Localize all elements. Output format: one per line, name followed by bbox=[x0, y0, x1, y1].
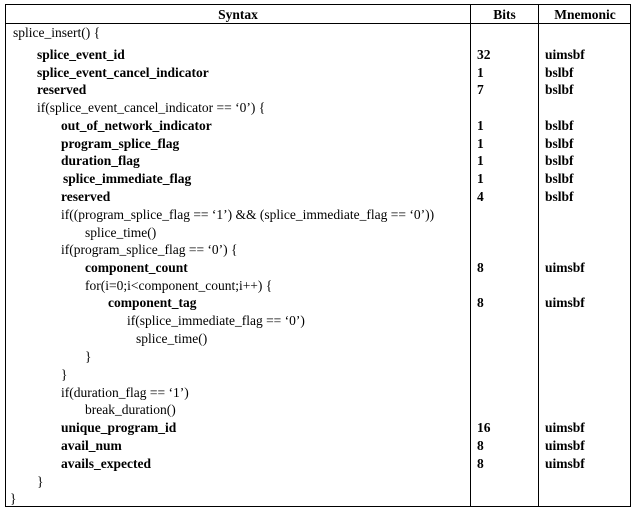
syntax-cell: avail_num bbox=[61, 438, 122, 453]
mnemonic-cell: uimsbf bbox=[545, 47, 585, 62]
bits-cell: 16 bbox=[477, 420, 491, 435]
syntax-cell: unique_program_id bbox=[61, 420, 177, 435]
bits-cell: 32 bbox=[477, 47, 491, 62]
mnemonic-cell: uimsbf bbox=[545, 295, 585, 310]
syntax-cell: } bbox=[85, 349, 92, 364]
syntax-cell: duration_flag bbox=[61, 153, 140, 168]
bits-cell: 4 bbox=[477, 189, 484, 204]
bits-cell: 8 bbox=[477, 295, 484, 310]
table-row bbox=[6, 437, 630, 455]
syntax-cell: splice_insert() { bbox=[13, 25, 101, 40]
table-row bbox=[6, 117, 630, 135]
table-row bbox=[6, 99, 630, 117]
syntax-cell: splice_event_id bbox=[37, 47, 125, 62]
syntax-cell: splice_time() bbox=[85, 225, 157, 240]
mnemonic-cell: bslbf bbox=[545, 189, 574, 204]
mnemonic-cell: uimsbf bbox=[545, 420, 585, 435]
mnemonic-cell: bslbf bbox=[545, 153, 574, 168]
syntax-cell: for(i=0;i<component_count;i++) { bbox=[85, 278, 273, 293]
table-row bbox=[6, 241, 630, 259]
table-row bbox=[6, 24, 630, 42]
mnemonic-cell: uimsbf bbox=[545, 456, 585, 471]
table-row bbox=[6, 330, 630, 348]
mnemonic-cell: bslbf bbox=[545, 82, 574, 97]
table-row bbox=[6, 206, 630, 224]
mnemonic-cell: bslbf bbox=[545, 118, 574, 133]
syntax-cell: } bbox=[37, 474, 44, 489]
table-row bbox=[6, 348, 630, 366]
table-row bbox=[6, 277, 630, 295]
bits-cell: 1 bbox=[477, 136, 484, 151]
syntax-cell: program_splice_flag bbox=[61, 136, 180, 151]
syntax-cell: if((program_splice_flag == ‘1’) && (splice_immediate_flag == ‘0’)) bbox=[61, 207, 435, 222]
table-row bbox=[6, 170, 630, 188]
table-row bbox=[6, 152, 630, 170]
table-row bbox=[6, 81, 630, 99]
bits-cell: 7 bbox=[477, 82, 484, 97]
syntax-cell: out_of_network_indicator bbox=[61, 118, 212, 133]
syntax-cell: splice_immediate_flag bbox=[63, 171, 192, 186]
table-row bbox=[6, 419, 630, 437]
bits-cell: 8 bbox=[477, 438, 484, 453]
table-row bbox=[6, 312, 630, 330]
table-row bbox=[6, 384, 630, 402]
syntax-table bbox=[5, 4, 631, 507]
table-row bbox=[6, 135, 630, 153]
syntax-cell: splice_event_cancel_indicator bbox=[37, 65, 209, 80]
syntax-cell: if(splice_event_cancel_indicator == ‘0’) { bbox=[37, 100, 266, 115]
syntax-cell: splice_time() bbox=[136, 331, 208, 346]
syntax-cell: if(duration_flag == ‘1’) bbox=[61, 385, 189, 400]
syntax-cell: if(program_splice_flag == ‘0’) { bbox=[61, 242, 238, 257]
bits-cell: 1 bbox=[477, 153, 484, 168]
bits-cell: 1 bbox=[477, 118, 484, 133]
table-row bbox=[6, 473, 630, 491]
table-row bbox=[6, 64, 630, 82]
syntax-cell: reserved bbox=[61, 189, 111, 204]
table-row bbox=[6, 366, 630, 384]
table-row bbox=[6, 294, 630, 312]
syntax-cell: break_duration() bbox=[85, 402, 176, 417]
bits-cell: 8 bbox=[477, 456, 484, 471]
table-row bbox=[6, 259, 630, 277]
table-row bbox=[6, 46, 630, 64]
syntax-cell: component_tag bbox=[108, 295, 197, 310]
bits-header: Bits bbox=[493, 7, 516, 22]
table-row bbox=[6, 455, 630, 473]
syntax-cell: reserved bbox=[37, 82, 87, 97]
syntax-cell: if(splice_immediate_flag == ‘0’) bbox=[127, 313, 305, 328]
syntax-cell: } bbox=[61, 367, 68, 382]
bits-cell: 8 bbox=[477, 260, 484, 275]
mnemonic-cell: uimsbf bbox=[545, 260, 585, 275]
table-row bbox=[6, 188, 630, 206]
mnemonic-header: Mnemonic bbox=[554, 7, 616, 22]
syntax-header: Syntax bbox=[218, 7, 258, 22]
table-row bbox=[6, 401, 630, 419]
syntax-cell: } bbox=[10, 491, 17, 506]
bits-cell: 1 bbox=[477, 171, 484, 186]
syntax-cell: avails_expected bbox=[61, 456, 151, 471]
mnemonic-cell: bslbf bbox=[545, 136, 574, 151]
bits-cell: 1 bbox=[477, 65, 484, 80]
mnemonic-cell: bslbf bbox=[545, 171, 574, 186]
mnemonic-cell: uimsbf bbox=[545, 438, 585, 453]
table-row bbox=[6, 224, 630, 242]
syntax-cell: component_count bbox=[85, 260, 188, 275]
mnemonic-cell: bslbf bbox=[545, 65, 574, 80]
table-row bbox=[6, 490, 630, 508]
